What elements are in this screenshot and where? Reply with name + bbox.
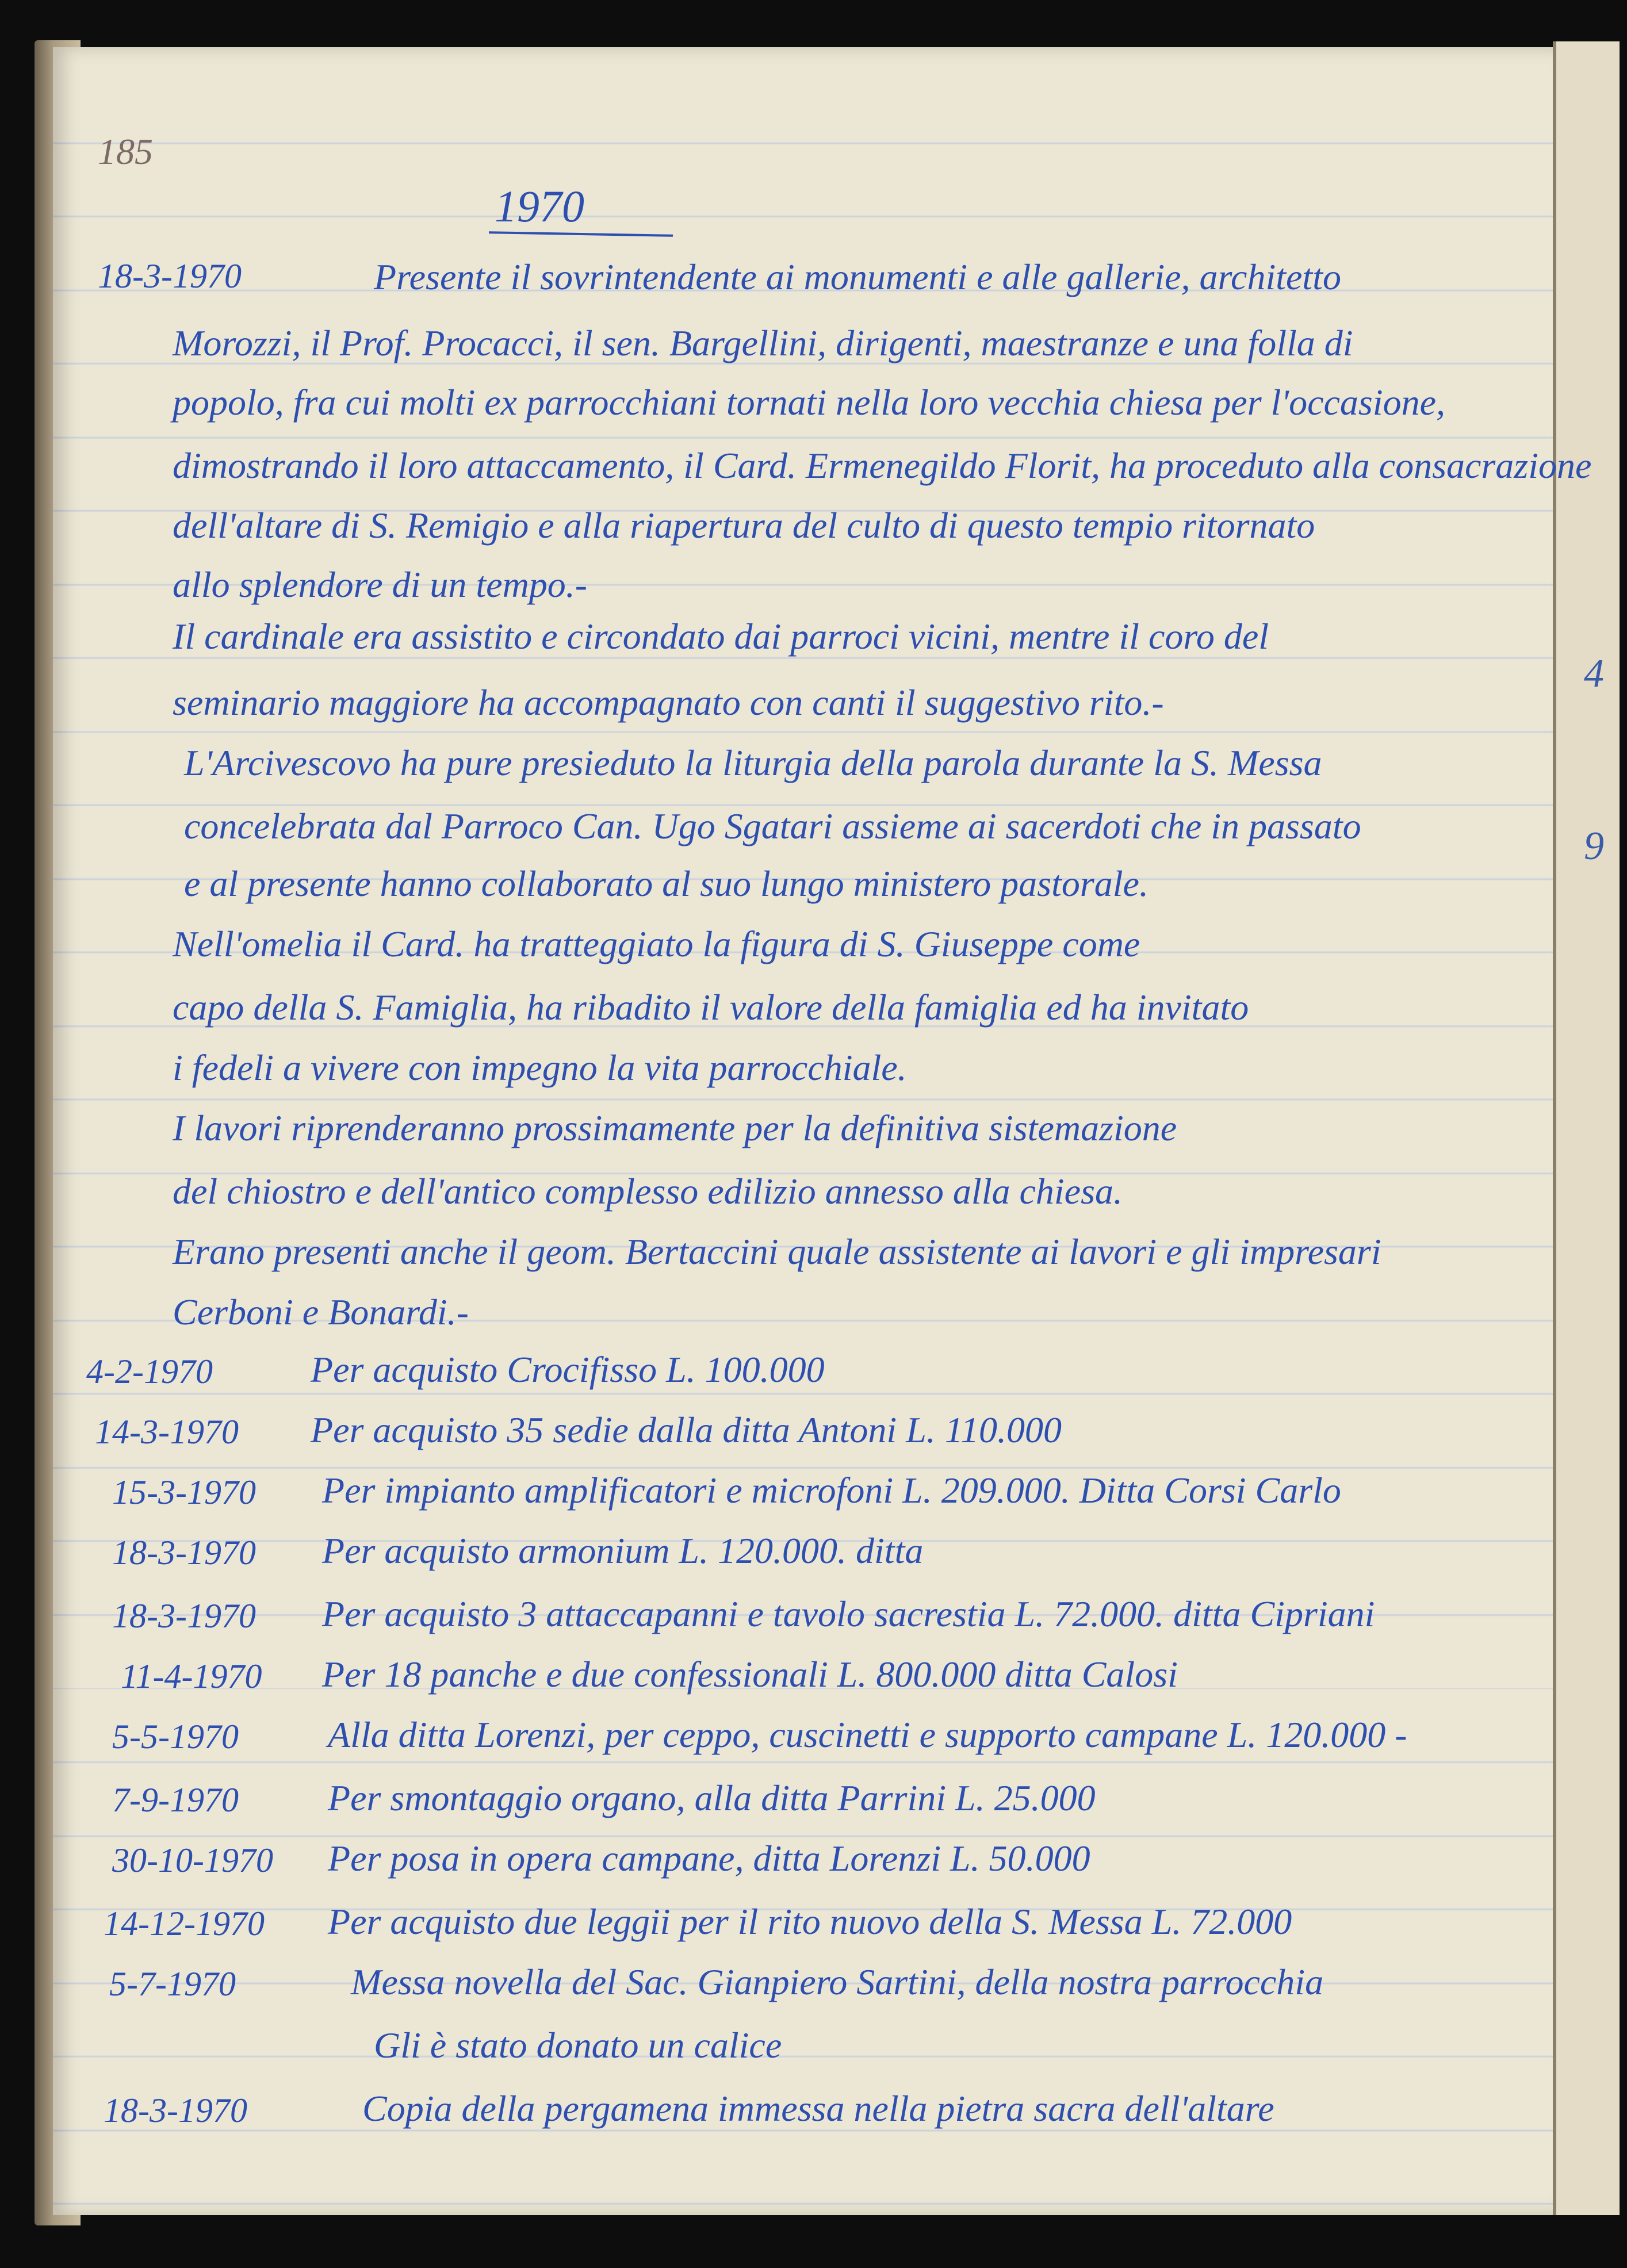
expense-text: Per acquisto armonium L. 120.000. ditta — [322, 1530, 924, 1571]
expense-text: Per posa in opera campane, ditta Lorenzi L. 50.000 — [328, 1838, 1090, 1879]
entry-line: capo della S. Famiglia, ha ribadito il valore della famiglia ed ha invitato — [173, 987, 1249, 1028]
entry-line: i fedeli a vivere con impegno la vita parrocchiale. — [173, 1047, 907, 1088]
expense-text-continued: Gli è stato donato un calice — [374, 2025, 782, 2066]
expense-date: 18-3-1970 — [112, 1534, 256, 1572]
expense-date: 7-9-1970 — [112, 1781, 239, 1819]
expense-text: Per acquisto 35 sedie dalla ditta Antoni L. 110.000 — [311, 1409, 1062, 1450]
page-number: 185 — [98, 131, 153, 172]
expense-text: Messa novella del Sac. Gianpiero Sartini, della nostra parrocchia — [351, 1961, 1324, 2002]
entry-line: seminario maggiore ha accompagnato con canti il suggestivo rito.- — [173, 682, 1164, 723]
entry-line: popolo, fra cui molti ex parrocchiani tornati nella loro vecchia chiesa per l'occasione, — [173, 382, 1445, 423]
entry-line: allo splendore di un tempo.- — [173, 564, 588, 605]
expense-date: 18-3-1970 — [104, 2091, 247, 2129]
expense-date: 14-12-1970 — [104, 1905, 265, 1943]
entry-line: I lavori riprenderanno prossimamente per la definitiva sistemazione — [173, 1108, 1177, 1148]
next-page-edge — [1553, 41, 1620, 2215]
expense-text: Alla ditta Lorenzi, per ceppo, cuscinetti e supporto campane L. 120.000 - — [328, 1714, 1407, 1755]
entry-line: concelebrata dal Parroco Can. Ugo Sgatari assieme ai sacerdoti che in passato — [184, 806, 1361, 846]
right-margin-mark: 4 — [1584, 652, 1604, 696]
year-heading: 1970 — [495, 181, 584, 231]
expense-text: Per 18 panche e due confessionali L. 800.000 ditta Calosi — [322, 1654, 1178, 1695]
expense-date: 4-2-1970 — [86, 1353, 213, 1390]
entry-line: Morozzi, il Prof. Procacci, il sen. Bargellini, dirigenti, maestranze e una folla di — [173, 323, 1353, 363]
entry-line: Presente il sovrintendente ai monumenti e alle gallerie, architetto — [374, 256, 1341, 297]
entry-line: L'Arcivescovo ha pure presieduto la liturgia della parola durante la S. Messa — [184, 742, 1322, 783]
expense-date: 5-5-1970 — [112, 1718, 239, 1756]
entry-line: Erano presenti anche il geom. Bertaccini quale assistente ai lavori e gli impresari — [173, 1231, 1381, 1272]
expense-date: 11-4-1970 — [121, 1657, 262, 1695]
expense-text: Per acquisto Crocifisso L. 100.000 — [311, 1349, 825, 1390]
entry-line: Nell'omelia il Card. ha tratteggiato la figura di S. Giuseppe come — [173, 924, 1140, 964]
entry-line: dimostrando il loro attaccamento, il Card. Ermenegildo Florit, ha proceduto alla consacrazione — [173, 445, 1592, 486]
expense-date: 18-3-1970 — [112, 1597, 256, 1635]
expense-date: 30-10-1970 — [112, 1841, 273, 1879]
entry-date: 18-3-1970 — [98, 257, 242, 295]
expense-text: Per impianto amplificatori e microfoni L. 209.000. Ditta Corsi Carlo — [322, 1470, 1341, 1511]
entry-line: del chiostro e dell'antico complesso edilizio annesso alla chiesa. — [173, 1171, 1123, 1212]
expense-text: Per acquisto 3 attaccapanni e tavolo sacrestia L. 72.000. ditta Cipriani — [322, 1593, 1375, 1634]
expense-text: Copia della pergamena immessa nella pietra sacra dell'altare — [362, 2088, 1274, 2129]
expense-date: 5-7-1970 — [109, 1965, 236, 2003]
entry-line: Il cardinale era assistito e circondato dai parroci vicini, mentre il coro del — [173, 616, 1269, 657]
expense-text: Per acquisto due leggii per il rito nuovo della S. Messa L. 72.000 — [328, 1901, 1292, 1942]
expense-text: Per smontaggio organo, alla ditta Parrini L. 25.000 — [328, 1777, 1096, 1818]
right-margin-mark: 9 — [1584, 824, 1604, 868]
entry-line: Cerboni e Bonardi.- — [173, 1292, 469, 1332]
entry-line: dell'altare di S. Remigio e alla riapertura del culto di questo tempio ritornato — [173, 505, 1315, 546]
expense-date: 15-3-1970 — [112, 1473, 256, 1511]
expense-date: 14-3-1970 — [95, 1413, 239, 1451]
entry-line: e al presente hanno collaborato al suo lungo ministero pastorale. — [184, 863, 1149, 904]
